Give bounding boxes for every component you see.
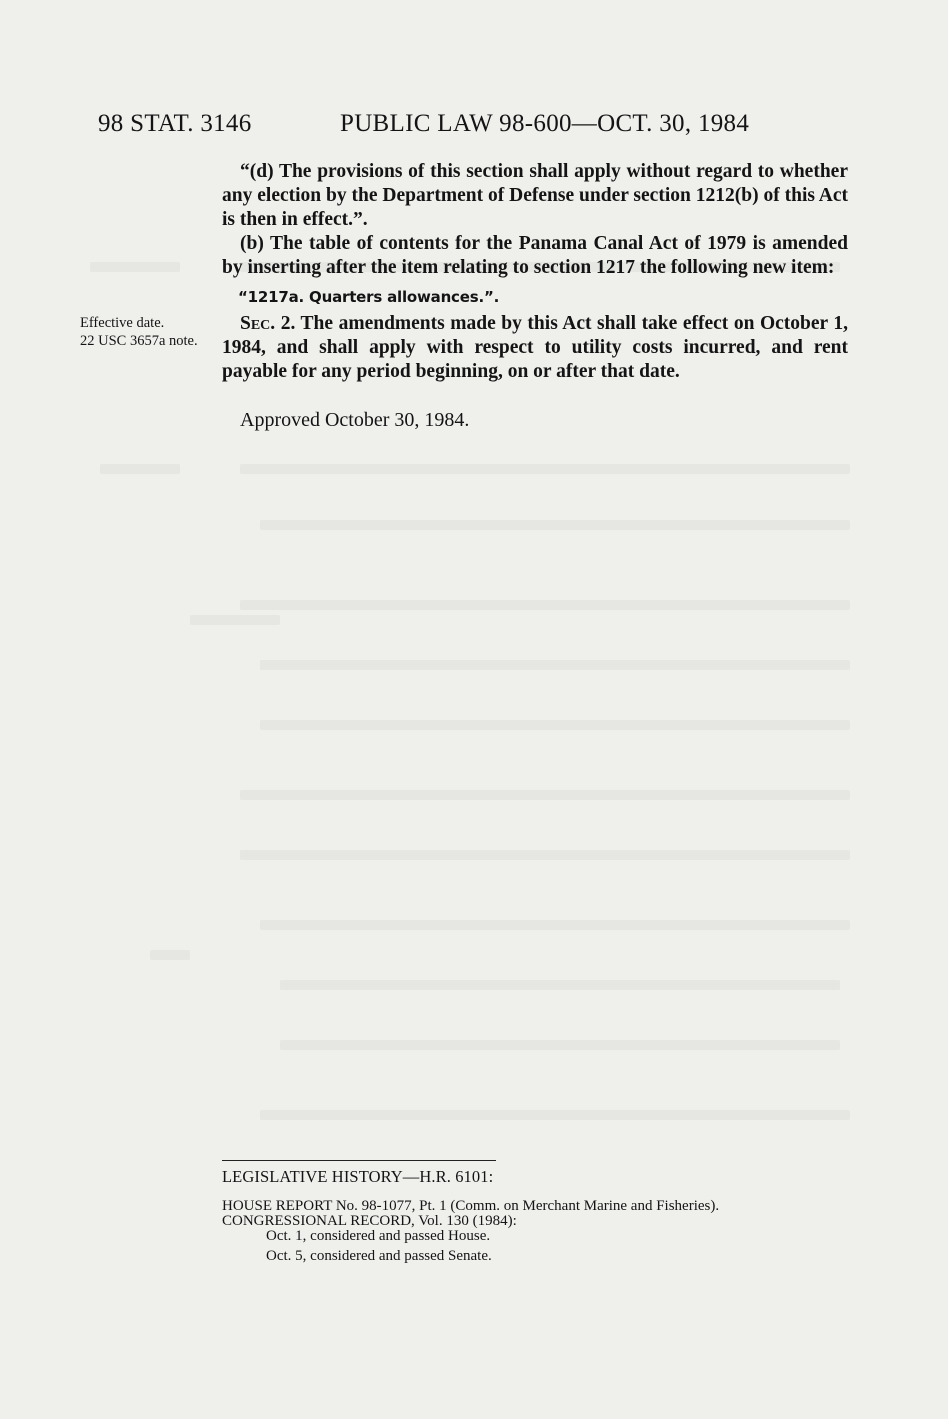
divider bbox=[222, 1160, 496, 1161]
stat-reference: 98 STAT. 3146 bbox=[98, 110, 252, 137]
congressional-record: CONGRESSIONAL RECORD, Vol. 130 (1984): bbox=[222, 1213, 517, 1229]
section-2 bbox=[222, 312, 848, 384]
history-entry: Oct. 5, considered and passed Senate. bbox=[266, 1248, 492, 1264]
page-title: PUBLIC LAW 98-600—OCT. 30, 1984 bbox=[340, 110, 750, 137]
paragraph-d bbox=[222, 160, 848, 232]
margin-note-usc: 22 USC 3657a note. bbox=[80, 333, 198, 349]
section-2-paragraph bbox=[222, 312, 848, 384]
paragraph-d-text: “(d) The provisions of this section shall apply without regard to whether any election by the Department of Defense under section 1212(b) of this Act is then in effect.”. bbox=[222, 161, 848, 230]
legislative-history-title: LEGISLATIVE HISTORY—H.R. 6101: bbox=[222, 1167, 494, 1186]
history-entry: Oct. 1, considered and passed House. bbox=[266, 1228, 491, 1244]
paragraph-b-text: (b) The table of contents for the Panama Canal Act of 1979 is amended by inserting after the item relating to section 1217 the following new item: bbox=[222, 233, 848, 278]
approval-line: Approved October 30, 1984. bbox=[240, 409, 470, 431]
section-2-label: Sec. 2. bbox=[240, 313, 296, 334]
house-report: HOUSE REPORT No. 98-1077, Pt. 1 (Comm. on Merchant Marine and Fisheries). bbox=[222, 1198, 720, 1214]
paragraph-b bbox=[222, 232, 848, 280]
new-item-entry: “1217a. Quarters allowances.”. bbox=[238, 288, 500, 306]
section-2-text: The amendments made by this Act shall take effect on October 1, 1984, and shall apply with respect to utility costs incurred, and rent payable for any period beginning, on or after that date. bbox=[222, 313, 848, 382]
margin-note-effective-date: Effective date. bbox=[80, 315, 165, 331]
